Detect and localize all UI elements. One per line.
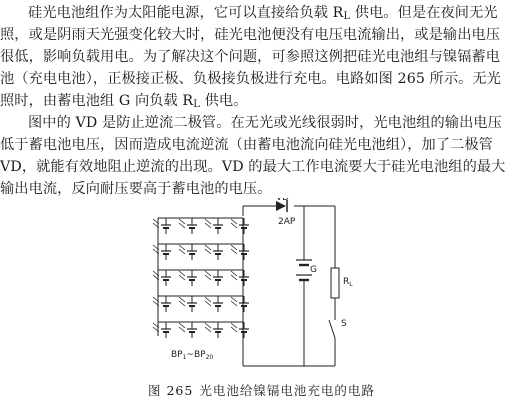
photocell — [153, 322, 171, 338]
solar-cell-array — [153, 218, 249, 360]
photocell — [179, 244, 197, 260]
photocell — [231, 322, 249, 338]
photocell — [179, 322, 197, 338]
subscript: L — [193, 99, 200, 110]
text-line: 池（充电电池），正极接正极、负极接负极进行充电。电路如图 265 所示。无光 — [0, 71, 501, 87]
photocell — [205, 244, 223, 260]
photocell — [231, 244, 249, 260]
text-line — [0, 2, 509, 24]
photocell — [153, 244, 171, 260]
battery-label: G — [310, 265, 317, 275]
cells-label-sub: 20 — [205, 354, 214, 361]
load-label-main: R — [343, 277, 350, 287]
photocell — [231, 270, 249, 286]
text-segment: 硅光电池组作为太阳能电源，它可以直接给负载 R — [28, 5, 344, 21]
photocell — [153, 270, 171, 286]
cells-label — [171, 350, 213, 361]
diode-label: VD — [276, 198, 290, 203]
photocell — [231, 296, 249, 312]
text-segment: 供电。 — [199, 93, 248, 109]
subscript: L — [343, 11, 351, 22]
text-line: VD，就能有效地阻止逆流的出现。VD 的最大工作电流要大于硅光电池组的最大 — [0, 159, 506, 175]
photocell — [153, 218, 171, 234]
figure-caption — [148, 381, 381, 399]
load-resistor — [331, 268, 339, 298]
text-line: 很低，影响负载用电。为了解决这个问题，可参照这例把硅光电池组与镍镉蓄电 — [0, 49, 501, 65]
text-line: 输出电流，反向耐压要高于蓄电池的电压。 — [0, 181, 272, 197]
photocell — [231, 218, 249, 234]
photocell — [205, 322, 223, 338]
photocell — [179, 218, 197, 234]
text-segment: 照时，由蓄电池组 G 向负载 R — [0, 93, 194, 109]
text-line: 照，或是阴雨天光强变化较大时，硅光电池便没有电压电流输出，或是输出电压 — [0, 27, 501, 43]
photocell — [179, 296, 197, 312]
diode-model-label: 2AP — [278, 217, 296, 227]
switch-blade — [329, 320, 335, 338]
photocell — [205, 270, 223, 286]
photocell — [205, 218, 223, 234]
load-label-sub: L — [349, 281, 353, 288]
paragraph-diode — [0, 112, 509, 200]
cells-label-range: ~BP — [186, 350, 206, 360]
photocell — [205, 296, 223, 312]
circuit-diagram — [148, 198, 378, 374]
cells-label-main: BP — [171, 350, 183, 360]
text-line — [0, 90, 509, 112]
circuit-figure — [148, 198, 378, 374]
caption-number: 图 265 — [148, 383, 194, 398]
text-segment: 供电。但是在夜间无光 — [350, 5, 498, 21]
photocell — [179, 270, 197, 286]
text-line: 低于蓄电池电压，因而造成电流逆流（由蓄电池流向硅光电池组），加了二极管 — [0, 137, 493, 153]
cells-label-sub: 1 — [182, 354, 187, 361]
circuit-wires — [243, 206, 335, 366]
text-line: 图中的 VD 是防止逆流二极管。在无光或光线很弱时，光电池组的输出电压 — [28, 115, 502, 131]
switch-label: S — [341, 319, 347, 329]
paragraph-intro — [0, 2, 509, 112]
load-label — [343, 277, 353, 288]
photocell — [153, 296, 171, 312]
caption-title: 光电池给镍镉电池充电的电路 — [199, 383, 375, 398]
